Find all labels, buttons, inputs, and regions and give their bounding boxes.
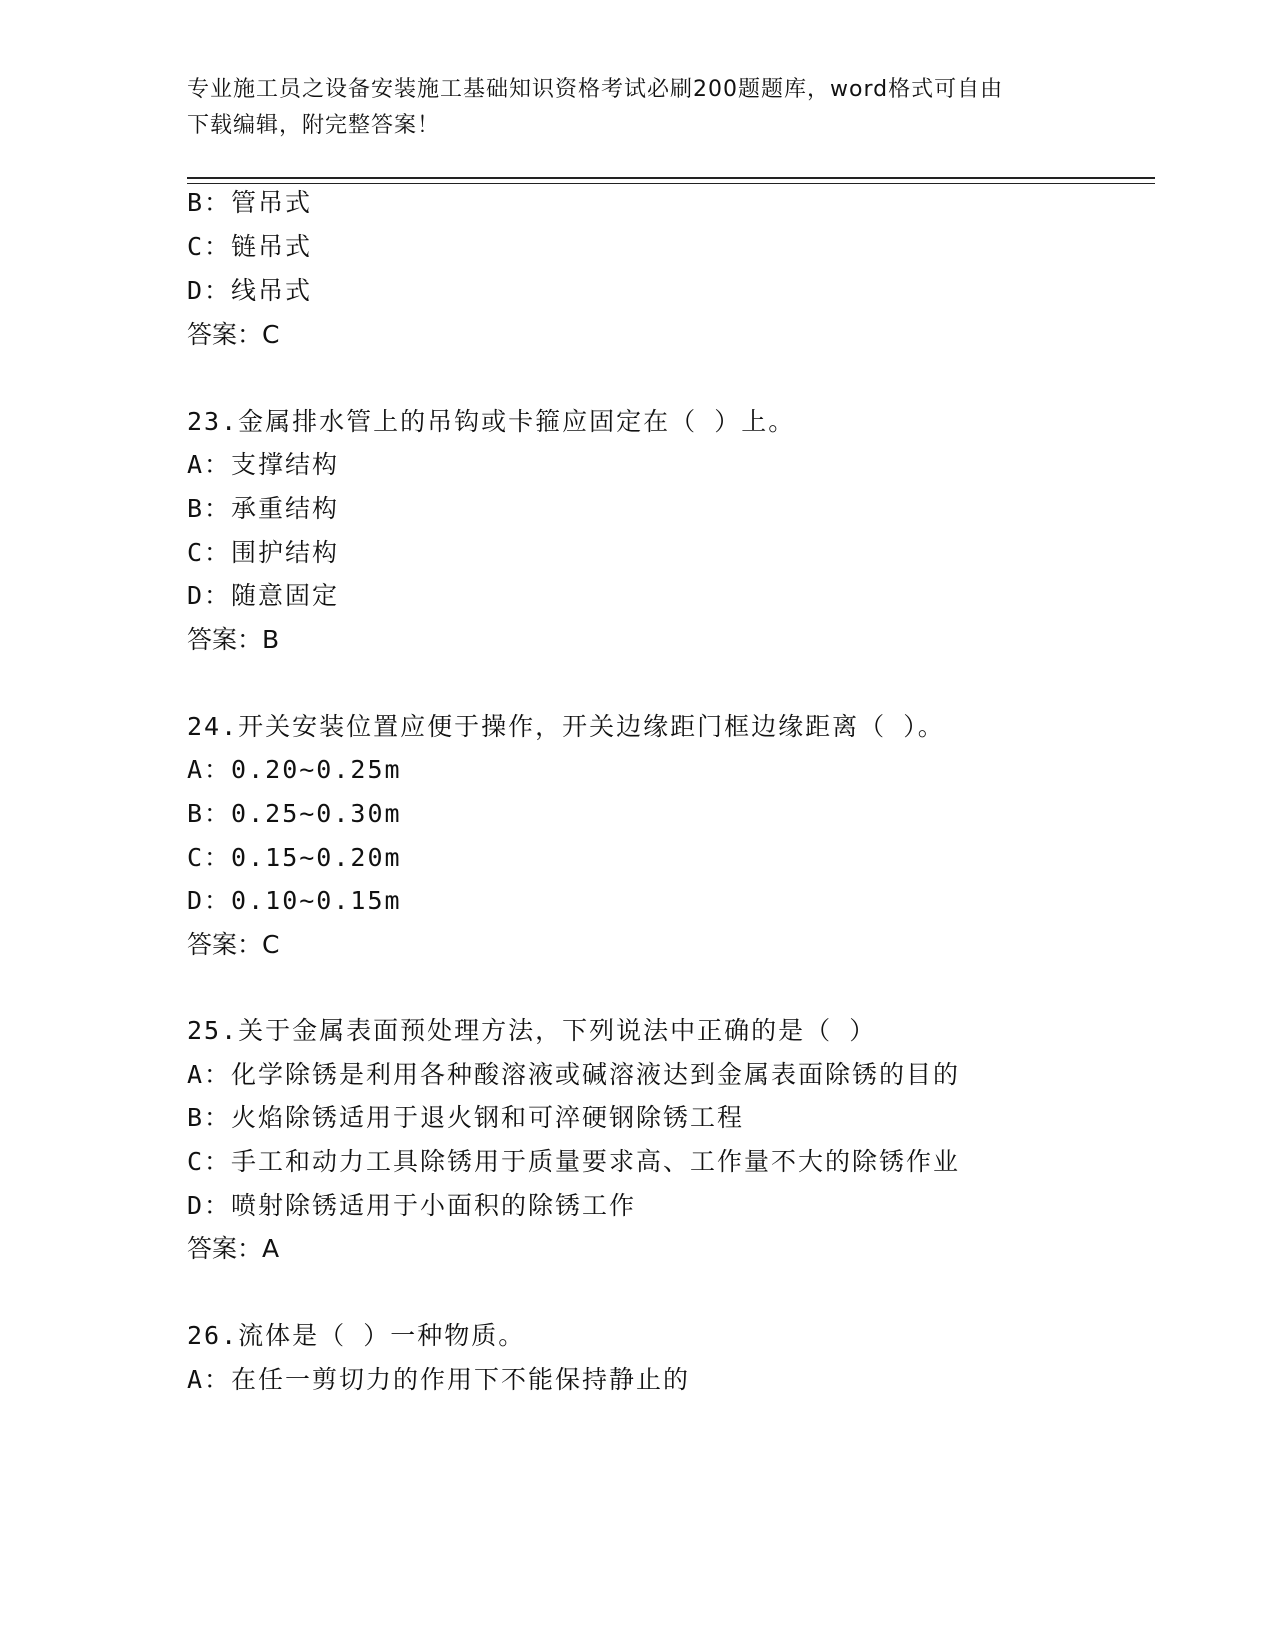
header-line-1: 专业施工员之设备安装施工基础知识资格考试必刷200题题库，word格式可自由 [187, 77, 1004, 102]
question-25-option-d: D：喷射除锈适用于小面积的除锈工作 [187, 1191, 637, 1220]
answer-prev: 答案：C [187, 320, 280, 349]
question-24-option-d: D：0.10~0.15m [187, 886, 402, 915]
question-24-answer: 答案：C [187, 930, 280, 959]
question-24-option-c: C：0.15~0.20m [187, 843, 402, 872]
question-25-stem: 25.关于金属表面预处理方法，下列说法中正确的是（ ） [187, 1016, 877, 1045]
question-26-stem: 26.流体是（ ）一种物质。 [187, 1321, 526, 1350]
question-25-answer: 答案：A [187, 1234, 280, 1263]
question-23-option-d: D：随意固定 [187, 581, 340, 610]
question-23-stem: 23.金属排水管上的吊钩或卡箍应固定在（ ）上。 [187, 407, 796, 436]
header-line-2: 下载编辑，附完整答案！ [187, 113, 441, 138]
question-24-option-b: B：0.25~0.30m [187, 799, 402, 828]
question-24-option-a: A：0.20~0.25m [187, 755, 402, 784]
question-25-option-a: A：化学除锈是利用各种酸溶液或碱溶液达到金属表面除锈的目的 [187, 1060, 961, 1089]
question-24-stem: 24.开关安装位置应便于操作，开关边缘距门框边缘距离（ ）。 [187, 712, 945, 741]
option-prev-b: B：管吊式 [187, 188, 313, 217]
question-23-option-b: B：承重结构 [187, 494, 340, 523]
option-prev-c: C：链吊式 [187, 232, 313, 261]
question-23-answer: 答案：B [187, 625, 280, 654]
option-prev-d: D：线吊式 [187, 276, 313, 305]
question-23-option-c: C：围护结构 [187, 538, 340, 567]
question-25-option-c: C：手工和动力工具除锈用于质量要求高、工作量不大的除锈作业 [187, 1147, 961, 1176]
header-divider-thin [187, 183, 1155, 184]
question-23-option-a: A：支撑结构 [187, 450, 340, 479]
question-26-option-a: A：在任一剪切力的作用下不能保持静止的 [187, 1365, 691, 1394]
header-divider-thick [187, 177, 1155, 179]
question-25-option-b: B：火焰除锈适用于退火钢和可淬硬钢除锈工程 [187, 1103, 745, 1132]
document-header [187, 72, 1087, 144]
